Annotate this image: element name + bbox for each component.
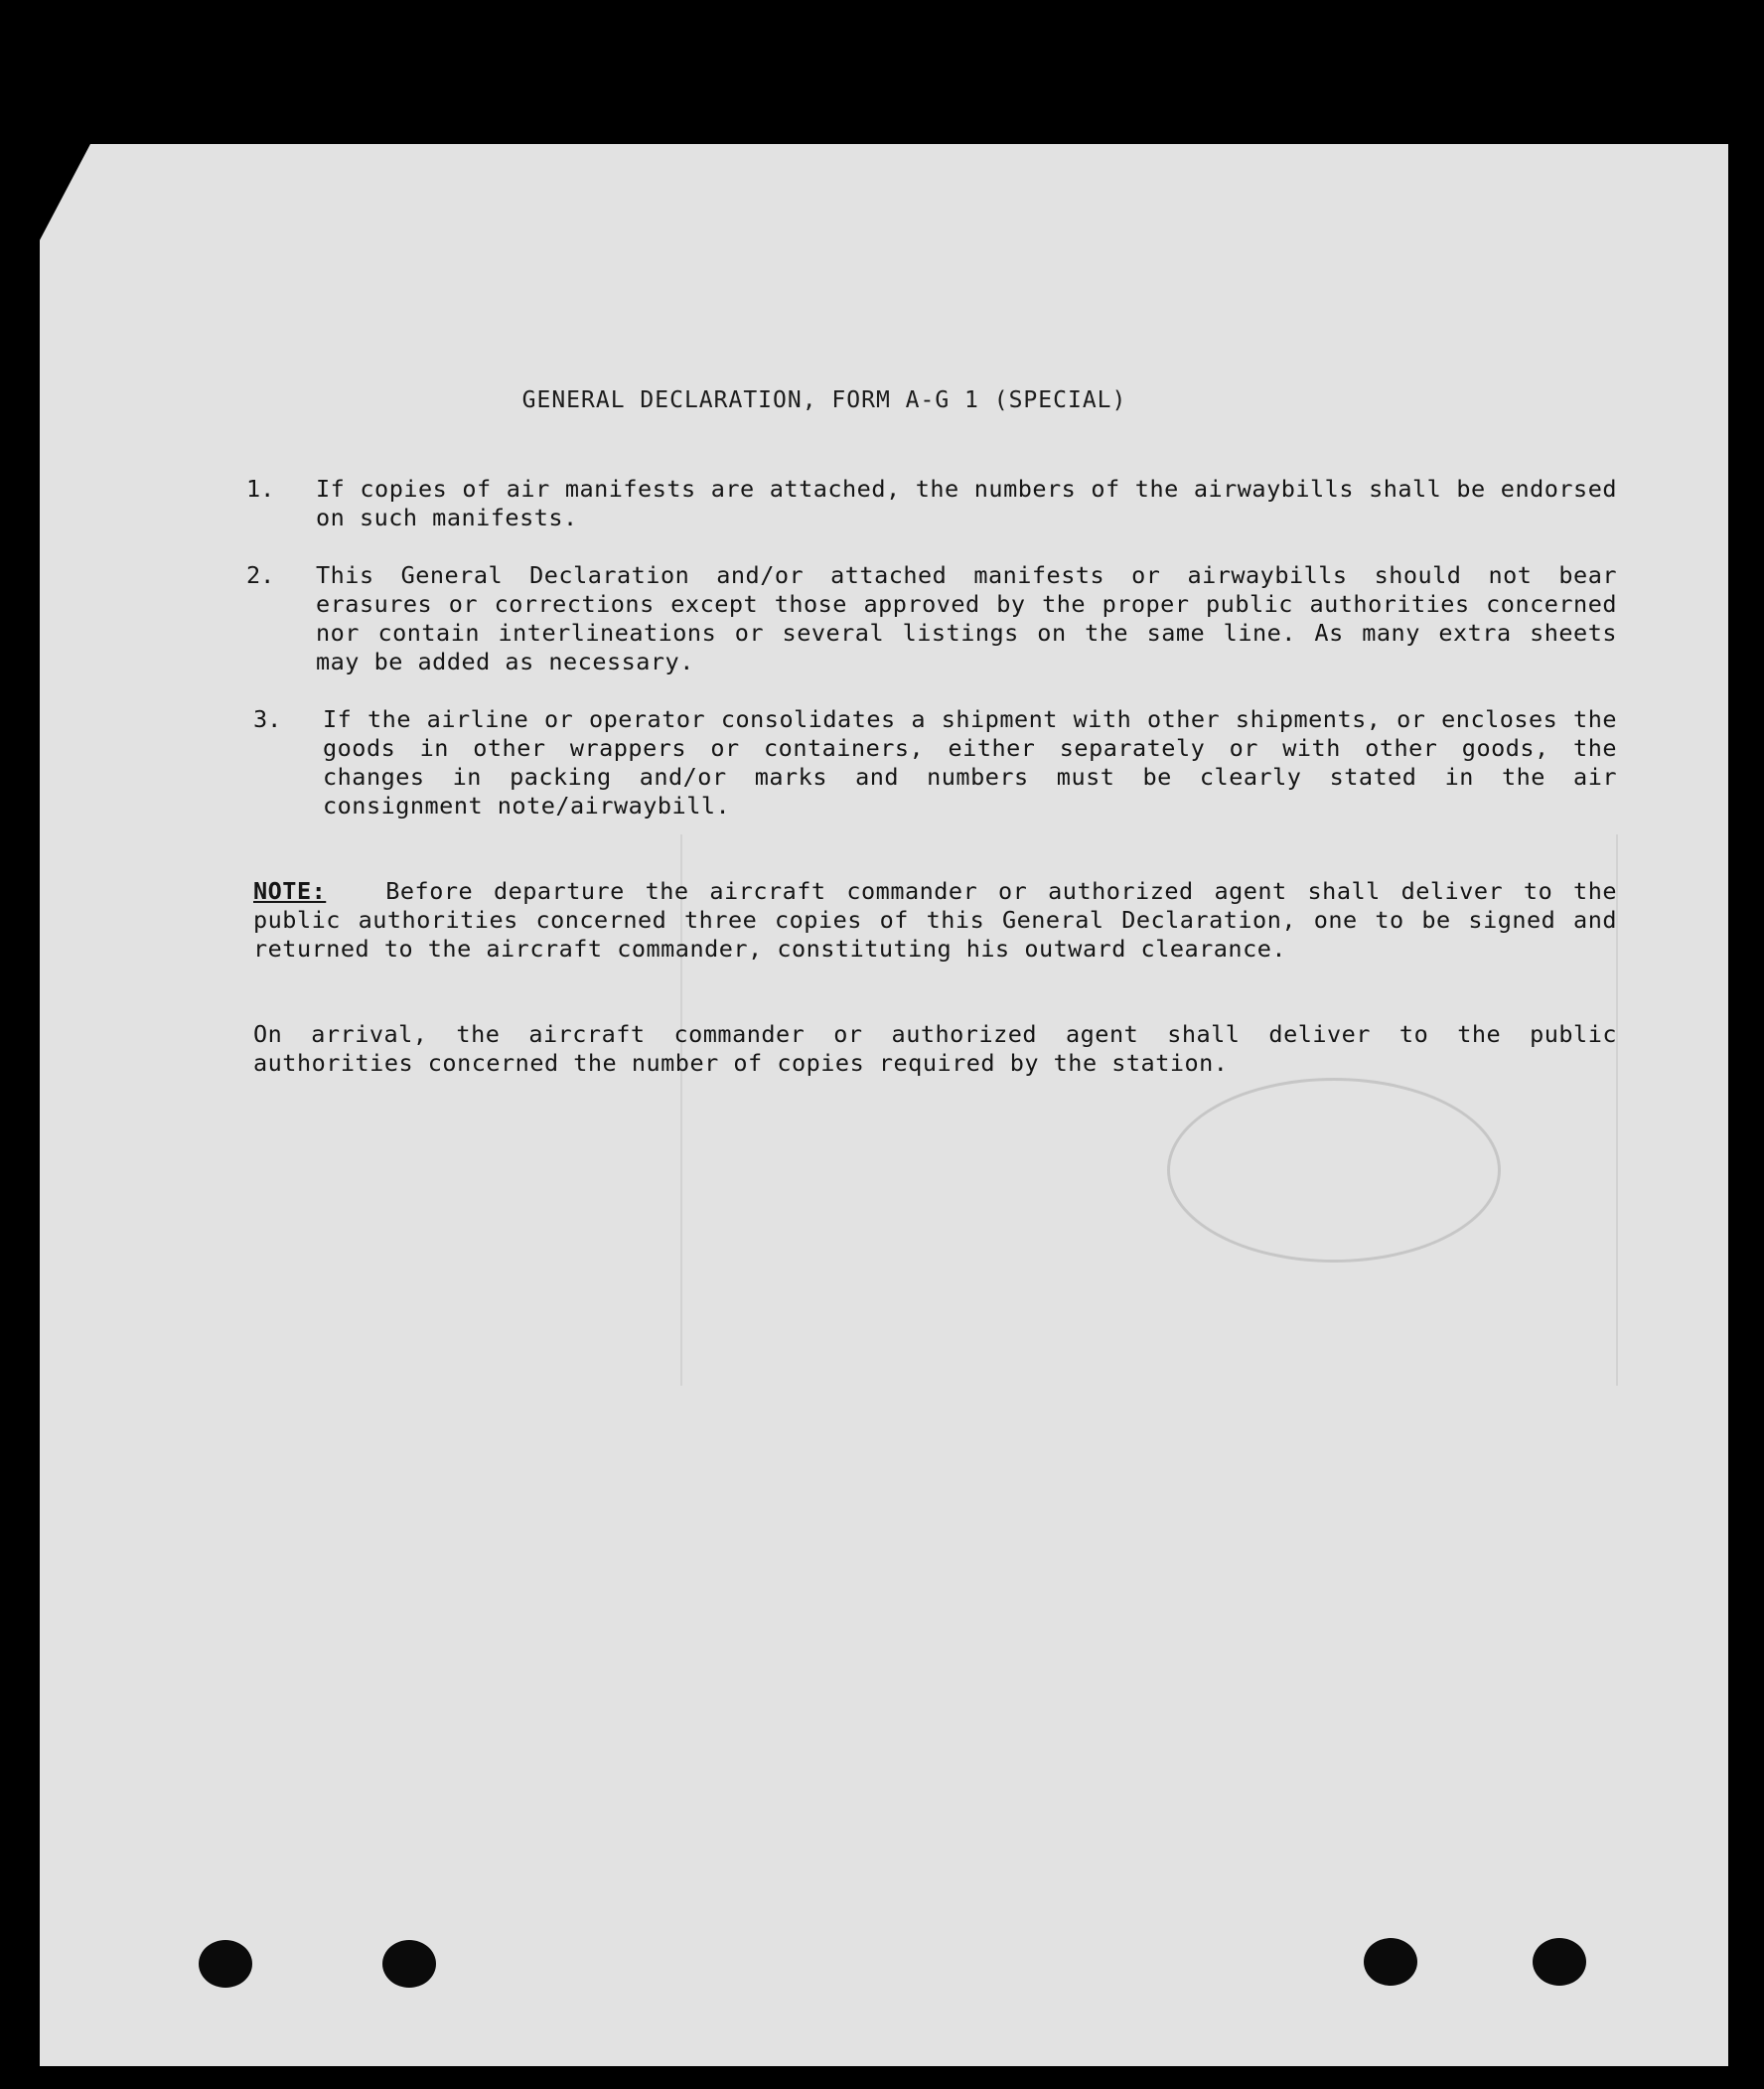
punch-hole [1533,1938,1586,1986]
note-label: NOTE: [253,877,327,905]
instruction-item-3 [253,705,1617,821]
item-number: 2. [246,561,275,589]
instruction-item-2 [246,561,1617,676]
punch-hole [199,1940,252,1988]
item-text: If the airline or operator consolidates a shipment with other shipments, or encloses the goods in other wrappers or containers, either separately or with other goods, the changes in packing and/or marks and numbers must be clearly stated in the air consignment note/airwaybill. [323,705,1617,820]
arrival-text: On arrival, the aircraft commander or authorized agent shall deliver to the public authorities concerned the number of copies required by the station. [253,1020,1617,1077]
item-text: This General Declaration and/or attached manifests or airwaybills should not bear erasures or corrections except those approved by the proper public authorities concerned nor contain interlineations or several listings on the same line. As many extra sheets may be added as necessary. [316,561,1617,675]
item-number: 3. [253,705,282,733]
item-number: 1. [246,475,275,503]
item-text: If copies of air manifests are attached, the numbers of the airwaybills shall be endorsed on such manifests. [316,475,1617,531]
faint-stamp-mark [1167,1078,1501,1263]
punch-hole [382,1940,436,1988]
instruction-item-1 [246,475,1617,532]
punch-hole [1364,1938,1417,1986]
arrival-paragraph [253,1020,1617,1078]
note-paragraph [253,877,1617,964]
document-title: GENERAL DECLARATION, FORM A-G 1 (SPECIAL) [521,387,1127,413]
note-text: Before departure the aircraft commander or authorized agent shall deliver to the public authorities concerned three copies of this General Declaration, one to be signed and returned to the aircraft commander, constituting his outward clearance. [253,877,1617,963]
